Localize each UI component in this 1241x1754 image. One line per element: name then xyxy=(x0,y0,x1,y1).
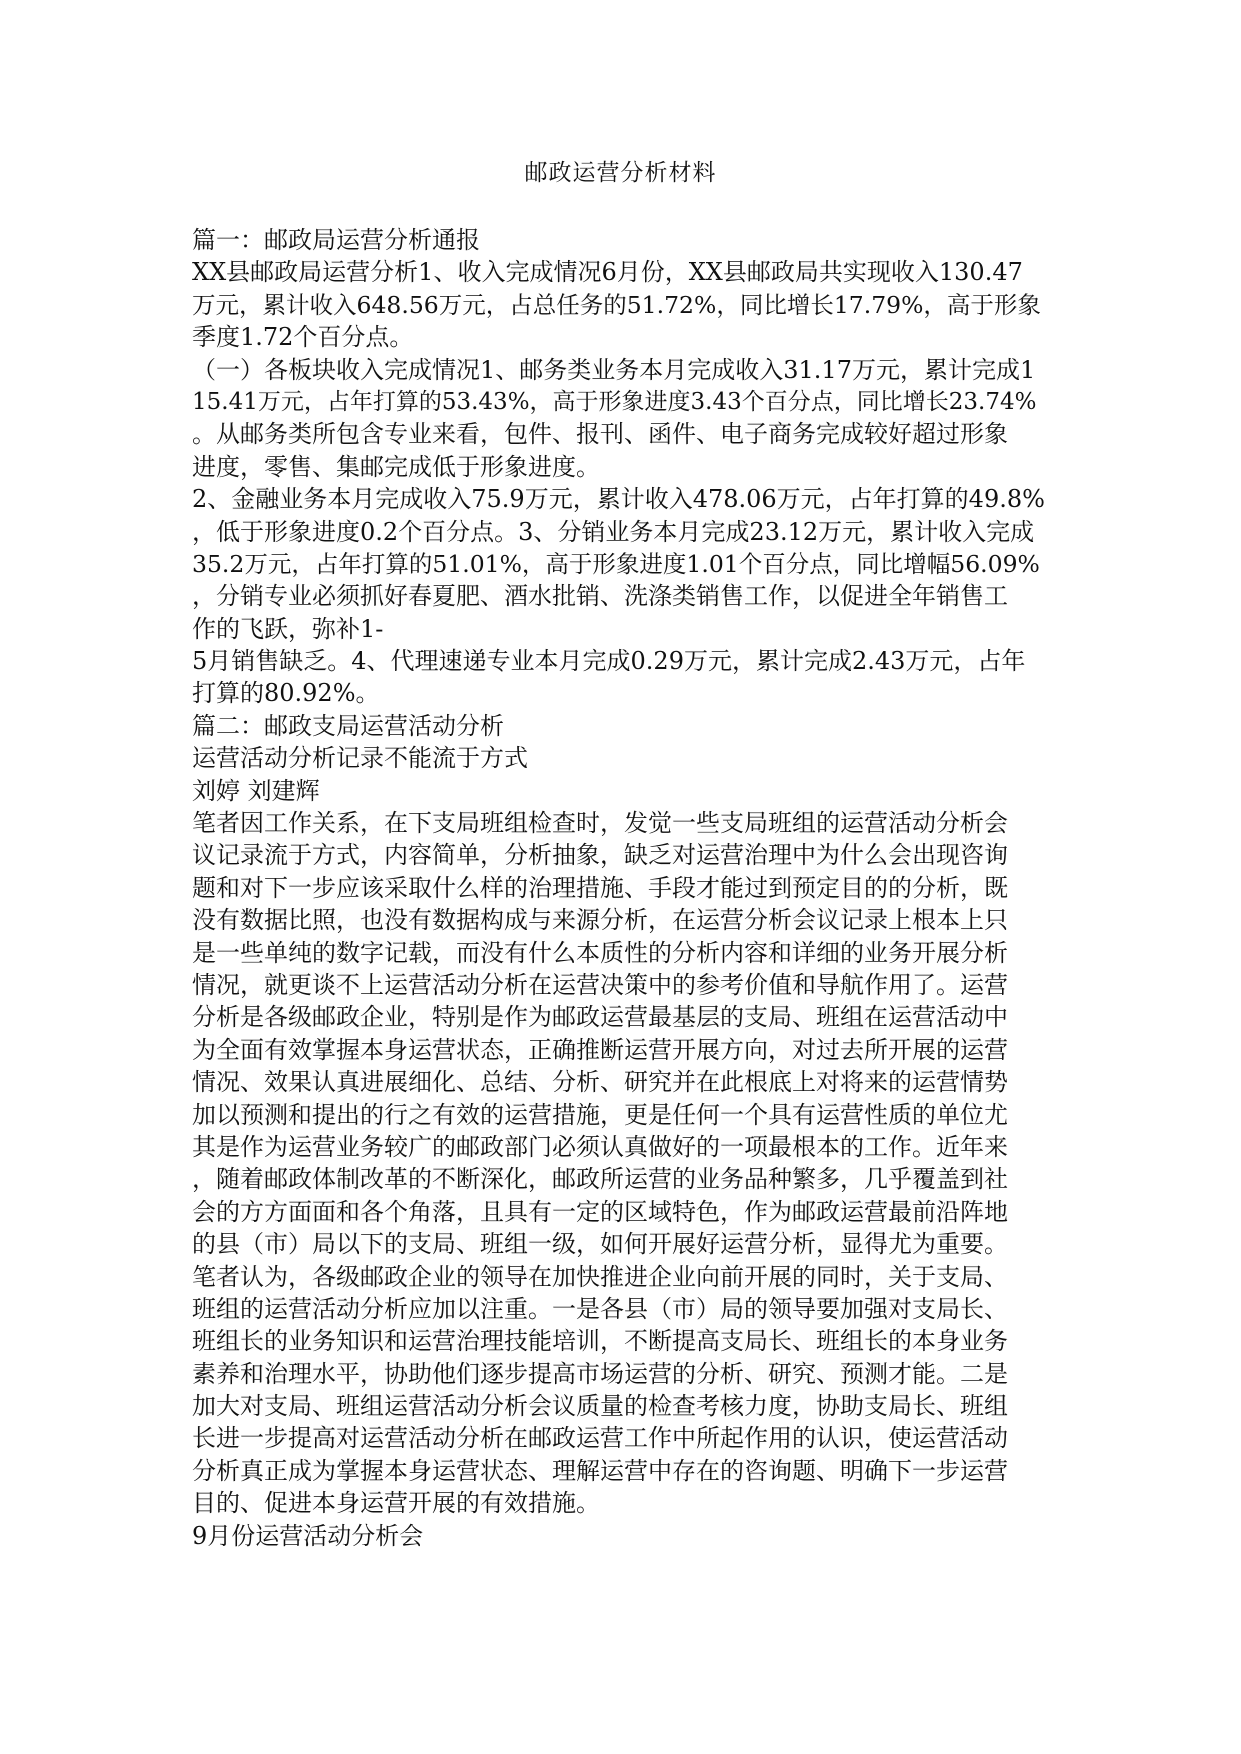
text-line: 篇二：邮政支局运营活动分析 xyxy=(192,711,504,740)
text-line: 分析是各级邮政企业，特别是作为邮政运营最基层的支局、班组在运营活动中 xyxy=(192,1003,1008,1032)
text-line: 2、金融业务本月完成收入75.9万元，累计收入478.06万元，占年打算的49.8% xyxy=(192,485,1045,514)
text-line: 9月份运营活动分析会 xyxy=(192,1521,424,1550)
text-line: ，随着邮政体制改革的不断深化，邮政所运营的业务品种繁多，几乎覆盖到社 xyxy=(192,1165,1008,1194)
text-line: 35.2万元，占年打算的51.01%，高于形象进度1.01个百分点，同比增幅56.09% xyxy=(192,549,1040,578)
text-line: 笔者因工作关系，在下支局班组检查时，发觉一些支局班组的运营活动分析会 xyxy=(192,809,1008,838)
text-line: ，低于形象进度0.2个百分点。3、分销业务本月完成23.12万元，累计收入完成 xyxy=(192,517,1035,546)
text-line: 情况，就更谈不上运营活动分析在运营决策中的参考价值和导航作用了。运营 xyxy=(192,970,1008,999)
text-line: 打算的80.92%。 xyxy=(192,679,380,708)
text-line: 是一些单纯的数字记载，而没有什么本质性的分析内容和详细的业务开展分析 xyxy=(192,938,1008,967)
text-line: 5月销售缺乏。4、代理速递专业本月完成0.29万元，累计完成2.43万元，占年 xyxy=(192,647,1026,676)
text-line: 为全面有效掌握本身运营状态，正确推断运营开展方向，对过去所开展的运营 xyxy=(192,1035,1008,1064)
document-body xyxy=(192,224,1050,1552)
text-line: XX县邮政局运营分析1、收入完成情况6月份，XX县邮政局共实现收入130.47 xyxy=(192,258,1023,287)
text-line: 加以预测和提出的行之有效的运营措施，更是任何一个具有运营性质的单位尤 xyxy=(192,1100,1008,1129)
text-line: 作的飞跃，弥补1- xyxy=(192,614,384,643)
text-line: 15.41万元，占年打算的53.43%，高于形象进度3.43个百分点，同比增长23.74% xyxy=(192,388,1037,415)
text-line: 刘婷 刘建辉 xyxy=(192,776,320,805)
text-line: 季度1.72个百分点。 xyxy=(192,323,414,352)
text-line: 的县（市）局以下的支局、班组一级，如何开展好运营分析，显得尤为重要。 xyxy=(192,1230,1008,1259)
text-line: 万元，累计收入648.56万元，占总任务的51.72%，同比增长17.79%，高于形象 xyxy=(192,290,1041,319)
text-line: 笔者认为，各级邮政企业的领导在加快推进企业向前开展的同时，关于支局、 xyxy=(192,1262,1008,1291)
text-line: 情况、效果认真进展细化、总结、分析、研究并在此根底上对将来的运营情势 xyxy=(192,1068,1008,1097)
text-line: 分析真正成为掌握本身运营状态、理解运营中存在的咨询题、明确下一步运营 xyxy=(192,1456,1008,1485)
text-line: 。从邮务类所包含专业来看，包件、报刊、函件、电子商务完成较好超过形象 xyxy=(192,420,1008,449)
document-title: 邮政运营分析材料 xyxy=(524,160,717,186)
text-line: 加大对支局、班组运营活动分析会议质量的检查考核力度，协助支局长、班组 xyxy=(192,1392,1008,1421)
text-line: 题和对下一步应该采取什么样的治理措施、手段才能过到预定目的的分析，既 xyxy=(192,873,1008,902)
text-line: 班组的运营活动分析应加以注重。一是各县（市）局的领导要加强对支局长、 xyxy=(192,1294,1008,1323)
text-line: 议记录流于方式，内容简单，分析抽象，缺乏对运营治理中为什么会出现咨询 xyxy=(192,841,1008,870)
text-line: 长进一步提高对运营活动分析在邮政运营工作中所起作用的认识，使运营活动 xyxy=(192,1424,1008,1453)
text-line: 没有数据比照，也没有数据构成与来源分析，在运营分析会议记录上根本上只 xyxy=(192,906,1008,935)
text-line: 篇一：邮政局运营分析通报 xyxy=(192,226,480,254)
text-line: 素养和治理水平，协助他们逐步提高市场运营的分析、研究、预测才能。二是 xyxy=(192,1359,1008,1388)
text-line: ，分销专业必须抓好春夏肥、酒水批销、洗涤类销售工作，以促进全年销售工 xyxy=(192,582,1008,611)
text-line: 进度，零售、集邮完成低于形象进度。 xyxy=(192,452,600,481)
text-line: 运营活动分析记录不能流于方式 xyxy=(192,744,528,773)
text-line: 班组长的业务知识和运营治理技能培训，不断提高支局长、班组长的本身业务 xyxy=(192,1327,1008,1356)
text-line: 会的方方面面和各个角落，且具有一定的区域特色，作为邮政运营最前沿阵地 xyxy=(192,1197,1008,1226)
text-line: （一）各板块收入完成情况1、邮务类业务本月完成收入31.17万元，累计完成1 xyxy=(192,355,1036,384)
text-line: 其是作为运营业务较广的邮政部门必须认真做好的一项最根本的工作。近年来 xyxy=(192,1132,1008,1161)
text-line: 目的、促进本身运营开展的有效措施。 xyxy=(192,1489,600,1518)
